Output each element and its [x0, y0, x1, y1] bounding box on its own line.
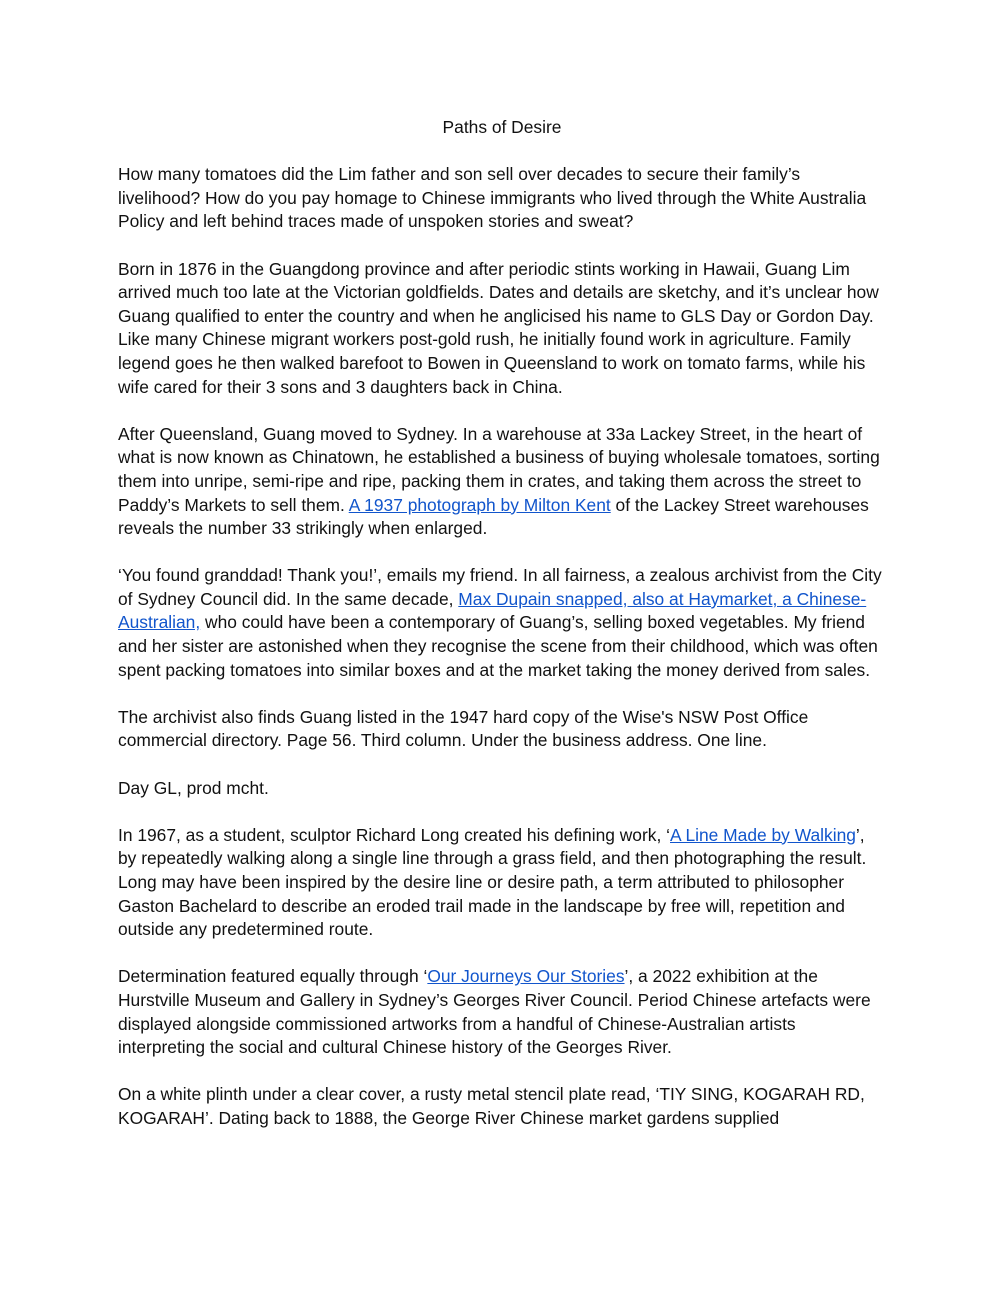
line-made-by-walking-link[interactable]: A Line Made by Walking: [670, 824, 856, 845]
paragraph-7: [118, 824, 886, 942]
paragraph-2: Born in 1876 in the Guangdong province and after periodic stints working in Hawaii, Guang Lim arrived much too late at the Victorian goldfields. Dates and details are sketchy, and it’s unclear how Guang qualified to enter the country and when he anglicised his name to GLS Day or Gordon Day. Like many Chinese migrant workers post-gold rush, he initially found work in agriculture. Family legend goes he then walked barefoot to Bowen in Queensland to work on tomato farms, while his wife cared for their 3 sons and 3 daughters back in China.: [118, 258, 879, 397]
paragraph-8-text-after: ’, a 2022 exhibition at the Hurstville Museum and Gallery in Sydney’s Georges River Council. Period Chinese artefacts were displayed alongside commissioned artworks from a handful of Chinese-Australian artists interpreting the social and cultural Chinese history of the Georges River.: [118, 966, 871, 1058]
paragraph-8: [118, 965, 886, 1059]
paragraph-3-text-before: After Queensland, Guang moved to Sydney. In a warehouse at 33a Lackey Street, in the heart of what is now known as Chinatown, he established a business of buying wholesale tomatoes, sorting them into unripe, semi-ripe and ripe, packing them in crates, and taking them across the street to Paddy’s Markets to sell them.: [118, 423, 880, 515]
paragraph-3-text-after: of the Lackey Street warehouses reveals the number 33 strikingly when enlarged.: [118, 494, 869, 539]
document-page: [118, 116, 886, 1154]
paragraph-7-text-before: In 1967, as a student, sculptor Richard Long created his defining work, ‘: [118, 824, 670, 845]
paragraph-7-text-after: ’, by repeatedly walking along a single line through a grass field, and then photographing the result. Long may have been inspired by the desire line or desire path, a term attributed to philosopher Gaston Bachelard to describe an eroded trail made in the landscape by free will, repetition and outside any predetermined route.: [118, 824, 867, 940]
paragraph-4: [118, 564, 886, 682]
paragraph-4-text-after: who could have been a contemporary of Guang’s, selling boxed vegetables. My friend and her sister are astonished when they recognise the scene from their childhood, which was often spent packing tomatoes into similar boxes and at the market taking the money derived from sales.: [118, 612, 878, 680]
document-title: Paths of Desire: [442, 117, 562, 137]
paragraph-9: On a white plinth under a clear cover, a rusty metal stencil plate read, ‘TIY SING, KOGARAH RD, KOGARAH’. Dating back to 1888, the George River Chinese market gardens supplied: [118, 1084, 865, 1128]
our-journeys-our-stories-link[interactable]: Our Journeys Our Stories: [427, 966, 625, 987]
paragraph-4-text-before: ‘You found granddad! Thank you!’, emails my friend. In all fairness, a zealous archivist from the City of Sydney Council did. In the same decade,: [118, 565, 882, 609]
paragraph-8-text-before: Determination featured equally through ‘: [118, 966, 428, 987]
paragraph-1: How many tomatoes did the Lim father and son sell over decades to secure their family’s livelihood? How do you pay homage to Chinese immigrants who lived through the White Australia Policy and left behind traces made of unspoken stories and sweat?: [118, 164, 867, 232]
milton-kent-photograph-link[interactable]: A 1937 photograph by Milton Kent: [348, 494, 611, 515]
paragraph-3: [118, 423, 886, 541]
paragraph-5: The archivist also finds Guang listed in the 1947 hard copy of the Wise's NSW Post Office commercial directory. Page 56. Third column. Under the business address. One line.: [118, 706, 809, 751]
max-dupain-photograph-link[interactable]: Max Dupain snapped, also at Haymarket, a Chinese-Australian,: [118, 588, 867, 633]
paragraph-6: Day GL, prod mcht.: [118, 777, 269, 798]
